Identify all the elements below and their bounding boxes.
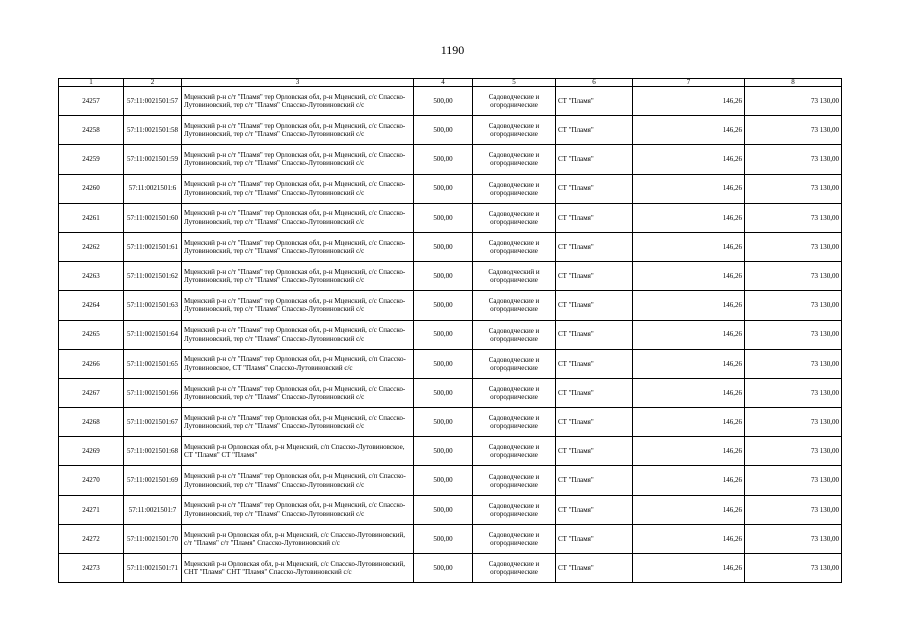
unit-value-cell: 146,26	[633, 262, 745, 291]
address-text: Мценский р-н с/т "Пламя" тер Орловская обл, р-н Мценский, с/с Спасско-Лутовиновский, тер с/т "Пламя" Спасско-Лутовиновский с/с	[184, 413, 406, 431]
address-cell	[182, 437, 414, 466]
table-row	[59, 174, 842, 203]
area-cell: 500,00	[414, 203, 473, 232]
area-cell: 500,00	[414, 320, 473, 349]
land-use-cell: Садоводческие и огороднические	[473, 466, 556, 495]
column-number-6: 6	[556, 79, 633, 87]
record-number-cell: 24263	[59, 262, 124, 291]
record-number-cell: 24259	[59, 145, 124, 174]
land-use-cell: Садоводческие и огороднические	[473, 320, 556, 349]
page-number: 1190	[440, 43, 465, 57]
column-number-row	[59, 79, 842, 87]
cadastral-number-cell: 57:11:0021501:58	[124, 116, 182, 145]
land-use-cell: Садоводческие и огороднические	[473, 524, 556, 553]
area-cell: 500,00	[414, 145, 473, 174]
cadastral-number-cell: 57:11:0021501:68	[124, 437, 182, 466]
owner-cell: СТ "Пламя"	[556, 437, 633, 466]
unit-value-cell: 146,26	[633, 116, 745, 145]
land-use-cell: Садоводческие и огороднические	[473, 87, 556, 116]
address-text: Мценский р-н Орловская обл, р-н Мценский, с/п Спасско-Лутовиновское, СТ "Пламя" СТ "Пламя"	[184, 442, 405, 460]
cadastral-number-cell: 57:11:0021501:59	[124, 145, 182, 174]
record-number-cell: 24271	[59, 495, 124, 524]
address-cell	[182, 408, 414, 437]
owner-cell: СТ "Пламя"	[556, 232, 633, 261]
address-cell	[182, 320, 414, 349]
land-use-cell: Садоводческие и огороднические	[473, 291, 556, 320]
record-number-cell: 24262	[59, 232, 124, 261]
cadastral-value-cell: 73 130,00	[745, 466, 842, 495]
address-cell	[182, 232, 414, 261]
cadastral-value-cell: 73 130,00	[745, 554, 842, 583]
cadastral-number-cell: 57:11:0021501:61	[124, 232, 182, 261]
owner-cell: СТ "Пламя"	[556, 291, 633, 320]
record-number-cell: 24270	[59, 466, 124, 495]
record-number-cell: 24273	[59, 554, 124, 583]
address-text: Мценский р-н с/т "Пламя" тер Орловская обл, р-н Мценский, с/с Спасско-Лутовиновский, тер с/т "Пламя" Спасско-Лутовиновский с/с	[184, 180, 406, 197]
cadastral-number-cell: 57:11:0021501:65	[124, 349, 182, 378]
cadastral-number-cell: 57:11:0021501:71	[124, 554, 182, 583]
land-use-cell: Садоводческие и огороднические	[473, 116, 556, 145]
area-cell: 500,00	[414, 291, 473, 320]
address-cell	[182, 262, 414, 291]
cadastral-value-cell: 73 130,00	[745, 145, 842, 174]
unit-value-cell: 146,26	[633, 291, 745, 320]
cadastral-number-cell: 57:11:0021501:64	[124, 320, 182, 349]
cadastral-number-cell: 57:11:0021501:70	[124, 524, 182, 553]
area-cell: 500,00	[414, 262, 473, 291]
column-number-1: 1	[59, 79, 124, 87]
owner-cell: СТ "Пламя"	[556, 145, 633, 174]
address-text: Мценский р-н с/т "Пламя" тер Орловская обл, р-н Мценский, с/с Спасско-Лутовиновский, тер с/т "Пламя" Спасско-Лутовиновский с/с	[184, 297, 406, 314]
address-text: Мценский р-н с/т "Пламя" тер Орловская обл, р-н Мценский, с/с Спасско-Лутовиновский, тер с/т "Пламя" Спасско-Лутовиновский с/с	[184, 238, 406, 256]
cadastral-table	[58, 78, 842, 583]
cadastral-number-cell: 57:11:0021501:69	[124, 466, 182, 495]
owner-cell: СТ "Пламя"	[556, 87, 633, 116]
area-cell: 500,00	[414, 349, 473, 378]
area-cell: 500,00	[414, 378, 473, 407]
unit-value-cell: 146,26	[633, 466, 745, 495]
table-row	[59, 378, 842, 407]
cadastral-value-cell: 73 130,00	[745, 116, 842, 145]
table-row	[59, 232, 842, 261]
owner-cell: СТ "Пламя"	[556, 116, 633, 145]
table-row	[59, 466, 842, 495]
address-cell	[182, 554, 414, 583]
address-text: Мценский р-н с/т "Пламя" тер Орловская обл, р-н Мценский, с/с Спасско-Лутовиновский, тер с/т "Пламя" Спасско-Лутовиновский с/с	[184, 209, 406, 226]
address-text: Мценский р-н с/т "Пламя" тер Орловская обл, р-н Мценский, с/с Спасско-Лутовиновский, тер с/т "Пламя" Спасско-Лутовиновский с/с	[184, 121, 406, 139]
cadastral-value-cell: 73 130,00	[745, 232, 842, 261]
cadastral-value-cell: 73 130,00	[745, 291, 842, 320]
area-cell: 500,00	[414, 524, 473, 553]
land-use-cell: Садоводческие и огороднические	[473, 145, 556, 174]
cadastral-value-cell: 73 130,00	[745, 378, 842, 407]
unit-value-cell: 146,26	[633, 349, 745, 378]
record-number-cell: 24269	[59, 437, 124, 466]
unit-value-cell: 146,26	[633, 174, 745, 203]
table-row	[59, 320, 842, 349]
table-body	[59, 87, 842, 583]
table-row	[59, 408, 842, 437]
area-cell: 500,00	[414, 554, 473, 583]
address-text: Мценский р-н с/т "Пламя" тер Орловская обл, р-н Мценский, с/с Спасско-Лутовиновский, тер с/т "Пламя" Спасско-Лутовиновский с/с	[184, 151, 406, 168]
area-cell: 500,00	[414, 116, 473, 145]
cadastral-value-cell: 73 130,00	[745, 320, 842, 349]
address-cell	[182, 203, 414, 232]
area-cell: 500,00	[414, 87, 473, 116]
column-number-5: 5	[473, 79, 556, 87]
area-cell: 500,00	[414, 466, 473, 495]
record-number-cell: 24272	[59, 524, 124, 553]
address-text: Мценский р-н Орловская обл, р-н Мценский, с/с Спасско-Лутовиновский, СНТ "Пламя" СНТ "Пламя" Спасско-Лутовиновский с/с	[184, 559, 406, 577]
land-use-cell: Садоводческие и огороднические	[473, 203, 556, 232]
unit-value-cell: 146,26	[633, 524, 745, 553]
address-text: Мценский р-н с/т "Пламя" тер Орловская обл, р-н Мценский, с/с Спасско-Лутовиновский, тер с/т "Пламя" Спасско-Лутовиновский с/с	[184, 267, 406, 285]
cadastral-number-cell: 57:11:0021501:7	[124, 495, 182, 524]
unit-value-cell: 146,26	[633, 203, 745, 232]
address-text: Мценский р-н с/т "Пламя" тер Орловская обл, р-н Мценский, с/с Спасско-Лутовиновский, тер с/т "Пламя" Спасско-Лутовиновский с/с	[184, 326, 406, 343]
cadastral-value-cell: 73 130,00	[745, 174, 842, 203]
table-row	[59, 87, 842, 116]
column-number-2: 2	[124, 79, 182, 87]
owner-cell: СТ "Пламя"	[556, 466, 633, 495]
land-use-cell: Садоводческие и огороднические	[473, 232, 556, 261]
cadastral-value-cell: 73 130,00	[745, 262, 842, 291]
record-number-cell: 24268	[59, 408, 124, 437]
table-row	[59, 495, 842, 524]
land-use-cell: Садоводческие и огороднические	[473, 437, 556, 466]
area-cell: 500,00	[414, 232, 473, 261]
record-number-cell: 24261	[59, 203, 124, 232]
address-text: Мценский р-н с/т "Пламя" тер Орловская обл, р-н Мценский, с/с Спасско-Лутовиновский, тер с/т "Пламя" Спасско-Лутовиновский с/с	[184, 92, 406, 110]
table-row	[59, 349, 842, 378]
address-cell	[182, 378, 414, 407]
table-row	[59, 116, 842, 145]
cadastral-number-cell: 57:11:0021501:60	[124, 203, 182, 232]
area-cell: 500,00	[414, 174, 473, 203]
owner-cell: СТ "Пламя"	[556, 262, 633, 291]
cadastral-value-cell: 73 130,00	[745, 408, 842, 437]
owner-cell: СТ "Пламя"	[556, 554, 633, 583]
table-row	[59, 437, 842, 466]
address-text: Мценский р-н с/т "Пламя" тер Орловская обл, р-н Мценский, с/п Спасско-Лутовиновский, тер с/т "Пламя" Спасско-Лутовиновский с/с	[184, 472, 406, 489]
column-number-7: 7	[633, 79, 745, 87]
cadastral-number-cell: 57:11:0021501:57	[124, 87, 182, 116]
land-use-cell: Садоводческие и огороднические	[473, 174, 556, 203]
owner-cell: СТ "Пламя"	[556, 174, 633, 203]
unit-value-cell: 146,26	[633, 437, 745, 466]
land-use-cell: Садоводческие и огороднические	[473, 554, 556, 583]
unit-value-cell: 146,26	[633, 408, 745, 437]
address-cell	[182, 145, 414, 174]
address-text: Мценский р-н с/т "Пламя" тер Орловская обл, р-н Мценский, с/п Спасско-Лутовиновское, СТ "Пламя" Спасско-Лутовиновский с/с	[184, 355, 406, 372]
address-cell	[182, 116, 414, 145]
address-cell	[182, 524, 414, 553]
area-cell: 500,00	[414, 495, 473, 524]
cadastral-value-cell: 73 130,00	[745, 203, 842, 232]
unit-value-cell: 146,26	[633, 320, 745, 349]
cadastral-value-cell: 73 130,00	[745, 495, 842, 524]
unit-value-cell: 146,26	[633, 554, 745, 583]
unit-value-cell: 146,26	[633, 495, 745, 524]
column-number-3: 3	[182, 79, 414, 87]
record-number-cell: 24266	[59, 349, 124, 378]
cadastral-value-cell: 73 130,00	[745, 437, 842, 466]
unit-value-cell: 146,26	[633, 232, 745, 261]
cadastral-number-cell: 57:11:0021501:6	[124, 174, 182, 203]
address-cell	[182, 349, 414, 378]
cadastral-number-cell: 57:11:0021501:62	[124, 262, 182, 291]
address-text: Мценский р-н с/т "Пламя" тер Орловская обл, р-н Мценский, с/с Спасско-Лутовиновский, тер с/т "Пламя" Спасско-Лутовиновский с/с	[184, 384, 406, 401]
column-number-4: 4	[414, 79, 473, 87]
area-cell: 500,00	[414, 408, 473, 437]
owner-cell: СТ "Пламя"	[556, 203, 633, 232]
owner-cell: СТ "Пламя"	[556, 378, 633, 407]
unit-value-cell: 146,26	[633, 145, 745, 174]
unit-value-cell: 146,26	[633, 378, 745, 407]
table-row	[59, 291, 842, 320]
owner-cell: СТ "Пламя"	[556, 495, 633, 524]
cadastral-value-cell: 73 130,00	[745, 87, 842, 116]
address-cell	[182, 87, 414, 116]
table-row	[59, 524, 842, 553]
record-number-cell: 24258	[59, 116, 124, 145]
table-row	[59, 262, 842, 291]
cadastral-value-cell: 73 130,00	[745, 349, 842, 378]
table-row	[59, 554, 842, 583]
address-cell	[182, 291, 414, 320]
record-number-cell: 24260	[59, 174, 124, 203]
table-row	[59, 203, 842, 232]
address-cell	[182, 495, 414, 524]
cadastral-number-cell: 57:11:0021501:66	[124, 378, 182, 407]
unit-value-cell: 146,26	[633, 87, 745, 116]
land-use-cell: Садоводческие и огороднические	[473, 495, 556, 524]
land-use-cell: Садоводческие и огороднические	[473, 349, 556, 378]
land-use-cell: Садоводческие и огороднические	[473, 378, 556, 407]
record-number-cell: 24265	[59, 320, 124, 349]
record-number-cell: 24264	[59, 291, 124, 320]
cadastral-number-cell: 57:11:0021501:63	[124, 291, 182, 320]
owner-cell: СТ "Пламя"	[556, 524, 633, 553]
record-number-cell: 24257	[59, 87, 124, 116]
owner-cell: СТ "Пламя"	[556, 408, 633, 437]
owner-cell: СТ "Пламя"	[556, 320, 633, 349]
table-row	[59, 145, 842, 174]
cadastral-value-cell: 73 130,00	[745, 524, 842, 553]
record-number-cell: 24267	[59, 378, 124, 407]
address-text: Мценский р-н Орловская обл, р-н Мценский, с/с Спасско-Лутовиновский, с/т "Пламя" с/т "Пламя" Спасско-Лутовиновский с/с	[184, 530, 406, 547]
owner-cell: СТ "Пламя"	[556, 349, 633, 378]
land-use-cell: Садоводческий и огороднические	[473, 262, 556, 291]
address-text: Мценский р-н с/т "Пламя" тер Орловская обл, р-н Мценский, с/с Спасско-Лутовиновский, тер с/т "Пламя" Спасско-Лутовиновский с/с	[184, 501, 406, 518]
area-cell: 500,00	[414, 437, 473, 466]
address-cell	[182, 174, 414, 203]
address-cell	[182, 466, 414, 495]
land-use-cell: Садоводческие и огороднические	[473, 408, 556, 437]
cadastral-number-cell: 57:11:0021501:67	[124, 408, 182, 437]
column-number-8: 8	[745, 79, 842, 87]
